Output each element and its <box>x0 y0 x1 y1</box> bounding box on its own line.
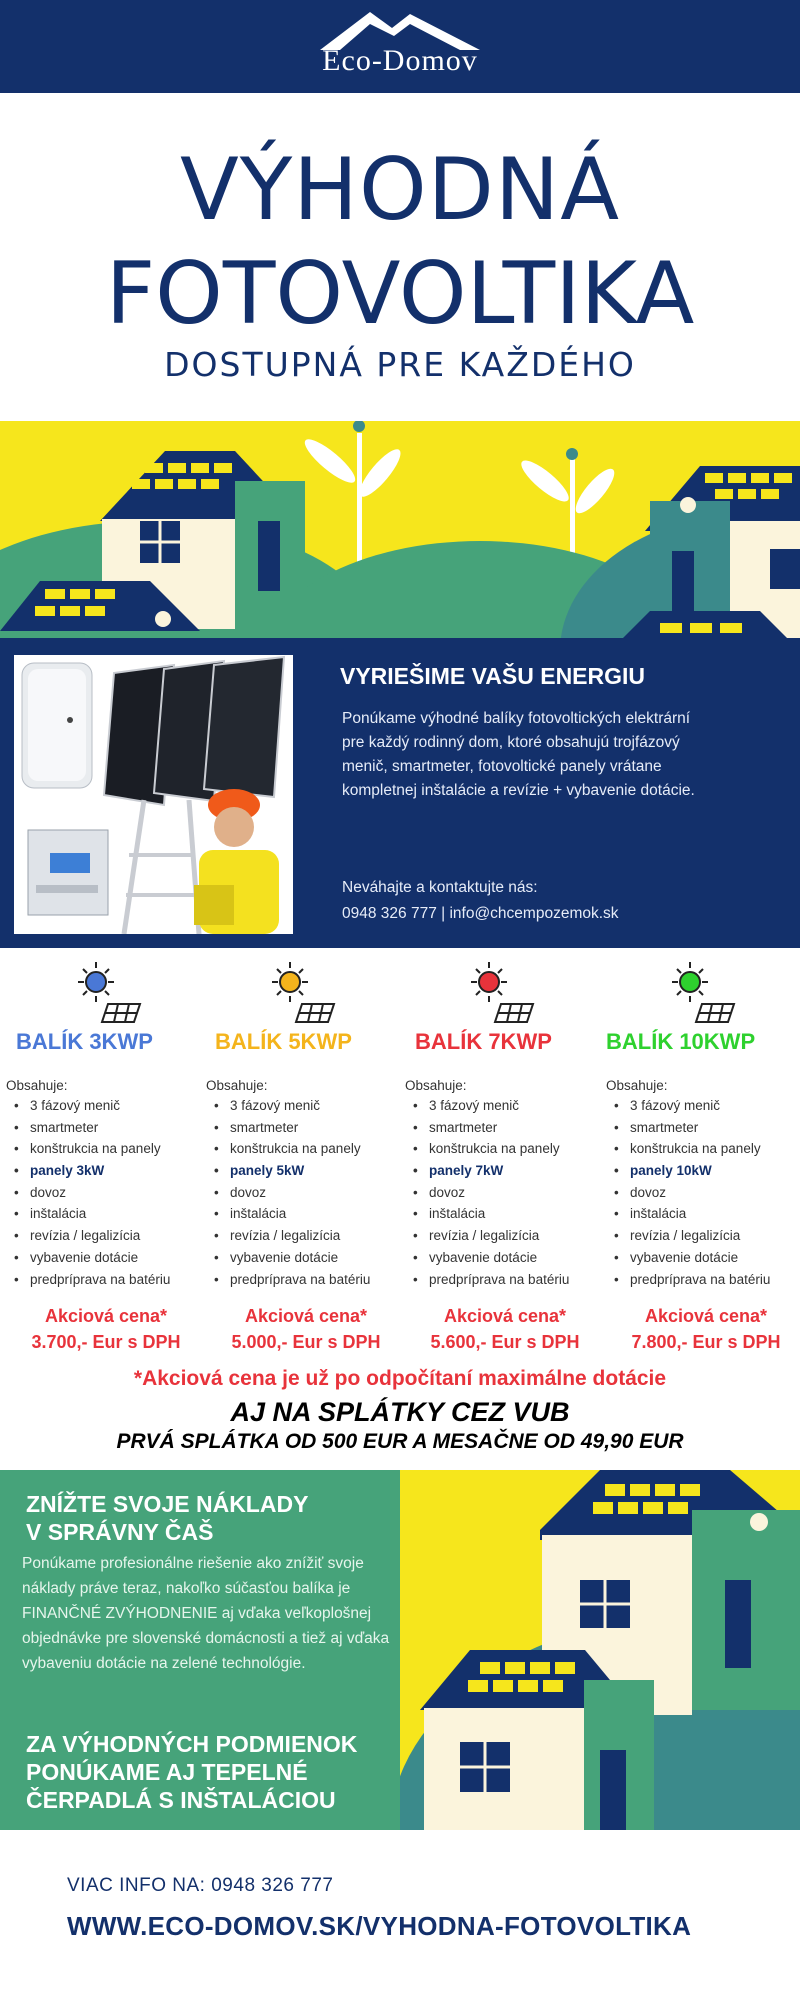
solar-panel-icon <box>102 1004 140 1022</box>
package-item: • vybavenie dotácie <box>206 1250 406 1272</box>
page-title-line1: VÝHODNÁ <box>179 140 621 240</box>
package-item: • 3 fázový menič <box>206 1098 406 1120</box>
package-title: BALÍK 7KWP <box>415 1029 552 1054</box>
package-contents-list <box>206 1098 406 1293</box>
price-value: 5.000,- Eur s DPH <box>231 1332 381 1352</box>
houses-illustration <box>0 421 800 641</box>
package-item: • panely 5kW <box>206 1163 406 1185</box>
package-item: • 3 fázový menič <box>6 1098 206 1120</box>
package-item: • inštalácia <box>6 1206 206 1228</box>
package-item: • smartmeter <box>405 1120 605 1142</box>
promo-note: *Akciová cena je už po odpočítaní maximálne dotácie <box>133 1367 667 1390</box>
sun-panel-icon <box>668 960 738 1026</box>
logo-text: Eco-Domov <box>322 44 478 77</box>
package-item: • konštrukcia na panely <box>405 1141 605 1163</box>
solar-panel-image <box>104 657 284 805</box>
energy-title: VYRIEŠIME VAŠU ENERGIU <box>340 663 646 689</box>
package-item: • vybavenie dotácie <box>405 1250 605 1272</box>
package-item: • inštalácia <box>206 1206 406 1228</box>
package-intro: Obsahuje: <box>6 1078 68 1093</box>
savings-title <box>26 1490 308 1546</box>
solar-panel-icon <box>696 1004 734 1022</box>
contact-details[interactable]: 0948 326 777 | info@chcempozemok.sk <box>342 905 619 922</box>
price-label: Akciová cena* <box>644 1306 768 1326</box>
package-price <box>6 1303 206 1355</box>
package-item: • dovoz <box>6 1185 206 1207</box>
heat-pump-line3: ČERPADLÁ S INŠTALÁCIOU <box>26 1787 336 1813</box>
savings-title-line1: ZNÍŽTE SVOJE NÁKLADY <box>26 1491 309 1517</box>
package-item: • smartmeter <box>606 1120 800 1142</box>
package-item: • vybavenie dotácie <box>606 1250 800 1272</box>
package-item: • panely 7kW <box>405 1163 605 1185</box>
heat-pump-line2: PONÚKAME AJ TEPELNÉ <box>26 1759 308 1785</box>
price-label: Akciová cena* <box>44 1306 168 1326</box>
page-title-line2: FOTOVOLTIKA <box>105 244 695 344</box>
contact-label: Neváhajte a kontaktujte nás: <box>342 879 538 896</box>
package-price <box>606 1303 800 1355</box>
package-contents-list <box>6 1098 206 1293</box>
package-item: • revízia / legalizícia <box>405 1228 605 1250</box>
package-contents-list <box>405 1098 605 1293</box>
product-photo <box>14 655 293 934</box>
package-item: • panely 10kW <box>606 1163 800 1185</box>
package-title: BALÍK 5KWP <box>215 1029 352 1054</box>
package-item: • smartmeter <box>6 1120 206 1142</box>
package-intro: Obsahuje: <box>206 1078 268 1093</box>
package-item: • predpríprava na batériu <box>606 1272 800 1294</box>
package-item: • dovoz <box>405 1185 605 1207</box>
package-item: • dovoz <box>206 1185 406 1207</box>
package-item: • dovoz <box>606 1185 800 1207</box>
package-item: • konštrukcia na panely <box>206 1141 406 1163</box>
package-intro: Obsahuje: <box>606 1078 668 1093</box>
package-item: • 3 fázový menič <box>606 1098 800 1120</box>
savings-description: Ponúkame profesionálne riešenie ako znížiť svoje náklady práve teraz, nakoľko súčasťou balíka je FINANČNÉ ZVÝHODNENIE aj vďaka veľkoplošnej objednávke pre slovenské domácnosti a tiež aj vďaka vybaveniu dotácie na zelené technológie. <box>22 1555 390 1672</box>
installment-title: AJ NA SPLÁTKY CEZ VUB <box>230 1397 570 1427</box>
top-bar <box>0 0 800 93</box>
houses-illustration-2 <box>400 1470 800 1830</box>
solar-panel-icon <box>296 1004 334 1022</box>
worker-image <box>124 789 279 934</box>
heat-pump-offer <box>26 1730 396 1814</box>
price-value: 7.800,- Eur s DPH <box>631 1332 781 1352</box>
package-title: BALÍK 3KWP <box>16 1029 153 1054</box>
energy-description: Ponúkame výhodné balíky fotovoltických elektrární pre každý rodinný dom, ktoré obsahujú trojfázový menič, smartmeter, fotovoltické panely vrátane kompletnej inštalácie a revízie + vybavenie dotácie. <box>342 710 695 799</box>
package-price <box>206 1303 406 1355</box>
package-item: • 3 fázový menič <box>405 1098 605 1120</box>
solar-panel-icon <box>495 1004 533 1022</box>
installment-text: PRVÁ SPLÁTKA OD 500 EUR A MESAČNE OD 49,90 EUR <box>116 1430 684 1453</box>
sun-panel-icon <box>268 960 338 1026</box>
package-item: • smartmeter <box>206 1120 406 1142</box>
package-item: • revízia / legalizícia <box>206 1228 406 1250</box>
package-item: • inštalácia <box>606 1206 800 1228</box>
package-item: • konštrukcia na panely <box>606 1141 800 1163</box>
package-item: • predpríprava na batériu <box>206 1272 406 1294</box>
package-item: • predpríprava na batériu <box>6 1272 206 1294</box>
package-title: BALÍK 10KWP <box>606 1029 756 1054</box>
footer-url-link[interactable]: WWW.ECO-DOMOV.SK/VYHODNA-FOTOVOLTIKA <box>67 1911 692 1941</box>
package-intro: Obsahuje: <box>405 1078 467 1093</box>
package-item: • vybavenie dotácie <box>6 1250 206 1272</box>
price-label: Akciová cena* <box>244 1306 368 1326</box>
price-value: 5.600,- Eur s DPH <box>430 1332 580 1352</box>
smartmeter-image <box>28 830 108 915</box>
eco-domov-logo[interactable] <box>300 10 500 82</box>
savings-title-line2: V SPRÁVNY ČAŠ <box>26 1519 214 1545</box>
footer-info: VIAC INFO NA: 0948 326 777 <box>67 1875 334 1896</box>
package-item: • inštalácia <box>405 1206 605 1228</box>
page-subtitle: DOSTUPNÁ PRE KAŽDÉHO <box>164 345 636 384</box>
package-item: • revízia / legalizícia <box>606 1228 800 1250</box>
package-contents-list <box>606 1098 800 1293</box>
heat-pump-line1: ZA VÝHODNÝCH PODMIENOK <box>26 1731 358 1757</box>
price-value: 3.700,- Eur s DPH <box>31 1332 181 1352</box>
package-item: • revízia / legalizícia <box>6 1228 206 1250</box>
package-item: • konštrukcia na panely <box>6 1141 206 1163</box>
sun-panel-icon <box>467 960 537 1026</box>
energy-contact <box>342 875 742 927</box>
price-label: Akciová cena* <box>443 1306 567 1326</box>
package-item: • predpríprava na batériu <box>405 1272 605 1294</box>
inverter-image <box>22 663 92 788</box>
package-price <box>405 1303 605 1355</box>
sun-panel-icon <box>74 960 144 1026</box>
package-item: • panely 3kW <box>6 1163 206 1185</box>
